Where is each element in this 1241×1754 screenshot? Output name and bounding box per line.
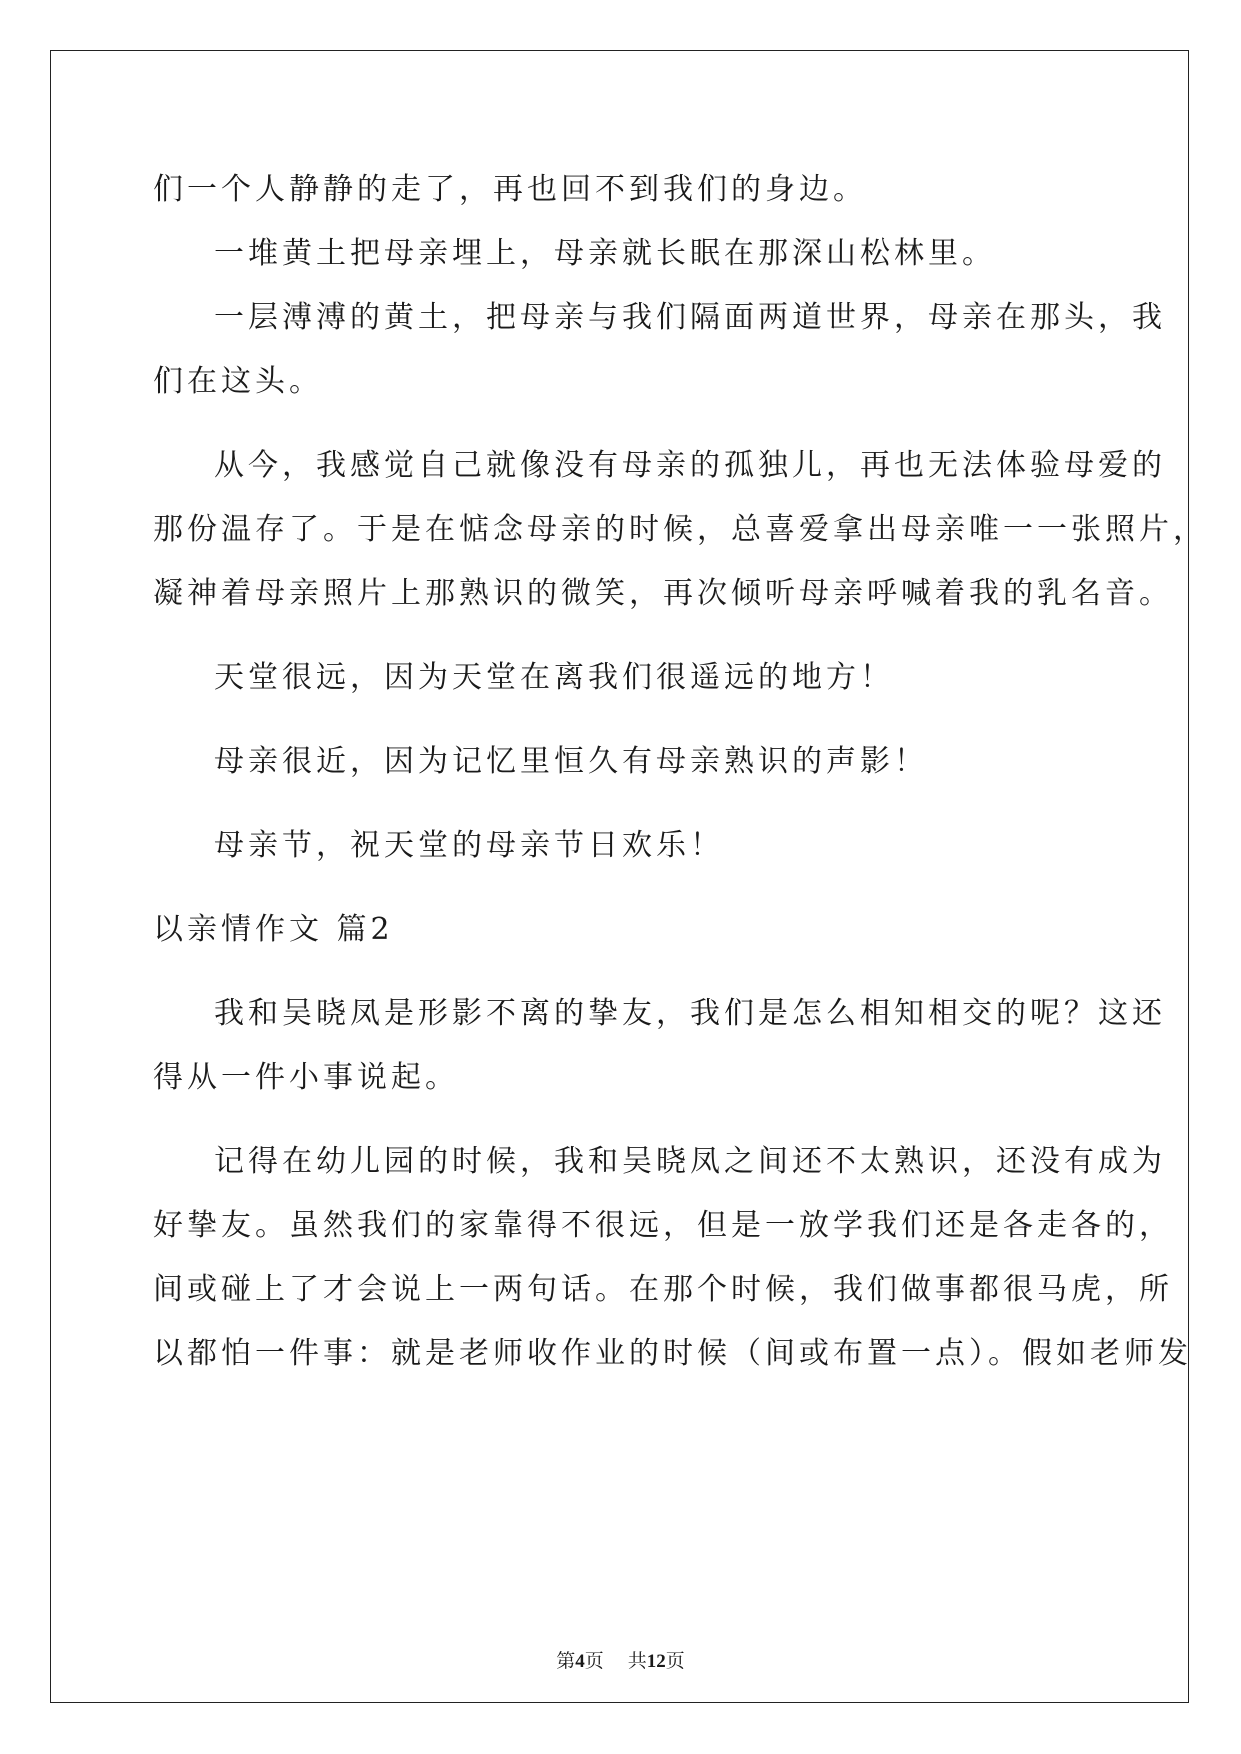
- text-line: 我和吴晓凤是形影不离的挚友，我们是怎么相知相交的呢？这还: [214, 996, 1166, 1031]
- page-suffix: 页: [584, 1651, 604, 1672]
- text-line: 一堆黄土把母亲埋上，母亲就长眠在那深山松林里。: [214, 236, 996, 271]
- text-line: 从今，我感觉自己就像没有母亲的孤独儿，再也无法体验母爱的: [214, 448, 1166, 483]
- total-pages: 12: [646, 1651, 666, 1672]
- text-line: 母亲节，祝天堂的母亲节日欢乐！: [214, 828, 724, 863]
- text-line: 凝神着母亲照片上那熟识的微笑，再次倾听母亲呼喊着我的乳名音。: [153, 576, 1173, 611]
- text-line: 那份温存了。于是在惦念母亲的时候，总喜爱拿出母亲唯一一张照片，: [153, 512, 1207, 547]
- text-line: 以都怕一件事：就是老师收作业的时候（间或布置一点）。假如老师发: [153, 1336, 1192, 1371]
- text-line: 记得在幼儿园的时候，我和吴晓凤之间还不太熟识，还没有成为: [214, 1144, 1166, 1179]
- text-line: 天堂很远，因为天堂在离我们很遥远的地方！: [214, 660, 894, 695]
- total-suffix: 页: [665, 1651, 685, 1672]
- text-line: 母亲很近，因为记忆里恒久有母亲熟识的声影！: [214, 744, 928, 779]
- total-prefix: 共: [627, 1651, 647, 1672]
- text-line: 好挚友。虽然我们的家靠得不很远，但是一放学我们还是各走各的，: [153, 1208, 1173, 1243]
- text-line: 一层溥溥的黄土，把母亲与我们隔面两道世界，母亲在那头，我: [214, 300, 1166, 335]
- page-footer: [0, 1651, 1241, 1673]
- text-line: 间或碰上了才会说上一两句话。在那个时候，我们做事都很马虎，所: [153, 1272, 1173, 1307]
- page-prefix: 第: [556, 1651, 576, 1672]
- page-number: 4: [575, 1651, 585, 1672]
- text-line: 们在这头。: [153, 364, 323, 399]
- text-line: 得从一件小事说起。: [153, 1060, 459, 1095]
- section-heading: 以亲情作文 篇2: [153, 912, 394, 947]
- text-line: 们一个人静静的走了，再也回不到我们的身边。: [153, 172, 867, 207]
